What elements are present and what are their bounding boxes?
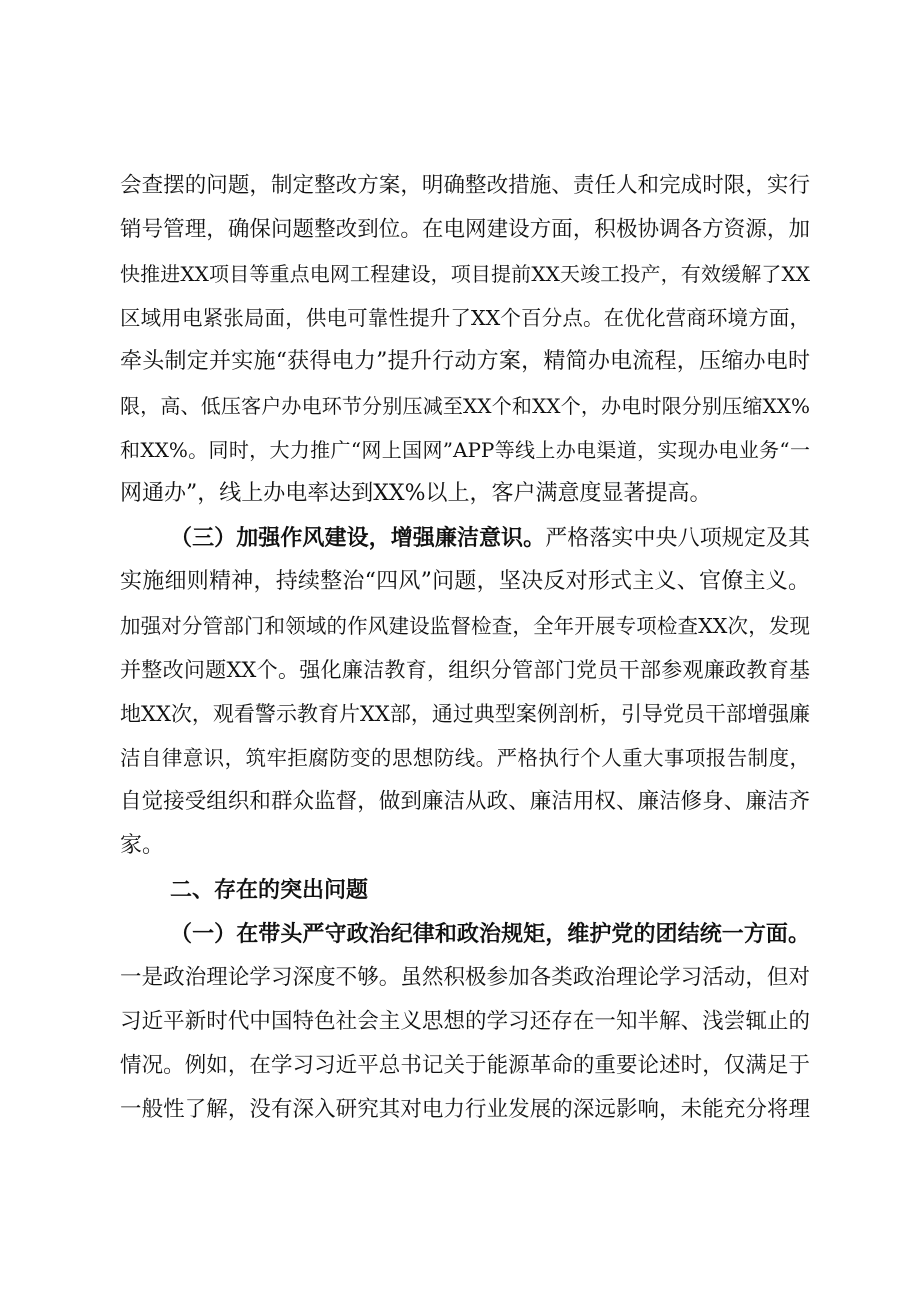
paragraph-line: 习近平新时代中国特色社会主义思想的学习还存在一知半解、浅尝辄止的 (120, 1009, 810, 1034)
problem-heading-1: （一）在带头严守政治纪律和政治规矩，维护党的团结统一方面。 (170, 921, 810, 947)
section-heading-3 (170, 518, 810, 558)
paragraph-line: 洁自律意识，筑牢拒腐防变的思想防线。严格执行个人重大事项报告制度， (120, 746, 810, 770)
paragraph-line: 会查摆的问题，制定整改方案，明确整改措施、责任人和完成时限，实行 (120, 173, 810, 198)
section-heading-3-title: （三）加强作风建设，增强廉洁意识。 (170, 525, 546, 551)
paragraph-line: 情况。例如，在学习习近平总书记关于能源革命的重要论述时，仅满足于 (120, 1053, 810, 1078)
paragraph-line: 并整改问题XX个。强化廉洁教育，组织分管部门党员干部参观廉政教育基 (120, 658, 810, 682)
part-heading: 二、存在的突出问题 (170, 877, 369, 903)
paragraph-line: 网通办”，线上办电率达到XX%以上，客户满意度显著提高。 (120, 481, 712, 506)
section-heading-3-text: 严格落实中央八项规定及其 (545, 526, 810, 551)
paragraph-line: 和XX%。同时，大力推广“网上国网”APP等线上办电渠道，实现办电业务“一 (120, 438, 810, 462)
paragraph-line: 家。 (120, 833, 165, 858)
paragraph-line: 限，高、低压客户办电环节分别压减至XX个和XX个，办电时限分别压缩XX% (120, 394, 810, 418)
paragraph-line: 区域用电紧张局面，供电可靠性提升了XX个百分点。在优化营商环境方面， (120, 306, 810, 330)
paragraph-line: 地XX次，观看警示教育片XX部，通过典型案例剖析，引导党员干部增强廉 (120, 702, 810, 726)
paragraph-line: 自觉接受组织和群众监督，做到廉洁从政、廉洁用权、廉洁修身、廉洁齐 (120, 789, 810, 814)
paragraph-line: 实施细则精神，持续整治“四风”问题，坚决反对形式主义、官僚主义。 (120, 569, 810, 594)
paragraph-line: 快推进XX项目等重点电网工程建设，项目提前XX天竣工投产，有效缓解了XX (120, 262, 810, 286)
paragraph-line: 加强对分管部门和领域的作风建设监督检查，全年开展专项检查XX次，发现 (120, 614, 810, 638)
paragraph-line: 一般性了解，没有深入研究其对电力行业发展的深远影响，未能充分将理 (120, 1097, 810, 1122)
paragraph-line: 销号管理，确保问题整改到位。在电网建设方面，积极协调各方资源，加 (120, 217, 810, 242)
paragraph-line: 牵头制定并实施“获得电力”提升行动方案，精简办电流程，压缩办电时 (120, 349, 810, 374)
paragraph-line: 一是政治理论学习深度不够。虽然积极参加各类政治理论学习活动，但对 (120, 965, 810, 990)
